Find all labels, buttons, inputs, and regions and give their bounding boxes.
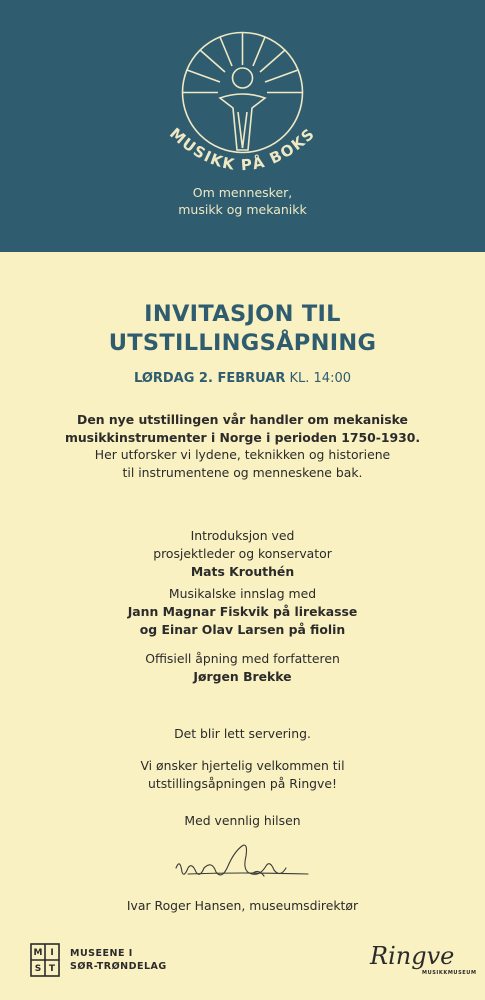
regards: Med vennlig hilsen (184, 813, 301, 828)
lead-line-4: til instrumentene og menneskene bak. (122, 464, 363, 480)
program-text: Offisiell åpning med forfatteren (145, 651, 340, 666)
program-item-introduction (20, 527, 465, 581)
mist-name (70, 947, 167, 973)
title-line-2: UTSTILLINGSÅPNING (108, 330, 377, 356)
lead-paragraph (20, 411, 465, 481)
mist-name-line-1: MUSEENE I (70, 948, 133, 959)
title-line-1: INVITASJON TIL (144, 301, 341, 327)
tagline-line-2: musikk og mekanikk (178, 202, 307, 217)
ringve-logo: Ringve (370, 942, 455, 970)
program-name: og Einar Olav Larsen på fiolin (139, 622, 346, 637)
page-title (0, 300, 485, 358)
tagline-line-1: Om mennesker, (192, 185, 293, 200)
program-name: Mats Krouthén (190, 564, 295, 579)
lead-bold-line-1: Den nye utstillingen vår handler om mekaniske (77, 412, 408, 427)
welcome-note (20, 757, 465, 793)
ringve-logo-subtitle: MUSIKKMUSEUM (422, 970, 477, 976)
svg-text:MUSIKK PÅ BOKS: MUSIKK PÅ BOKS (166, 124, 319, 175)
lead-bold-line-2: musikkinstrumenter i Norge i perioden 1750-1930. (64, 429, 421, 445)
event-day: LØRDAG 2. FEBRUAR (134, 371, 286, 386)
program-name: Jann Magnar Fiskvik på lirekasse (127, 604, 358, 619)
mist-letter: I (50, 948, 54, 958)
tagline (0, 184, 485, 218)
header-banner (0, 0, 485, 252)
program-text: Musikalske innslag med (168, 586, 317, 601)
lead-line-3: Her utforsker vi lydene, teknikken og historiene (94, 447, 391, 462)
mist-letter: S (34, 964, 42, 974)
handwritten-signature (168, 838, 318, 890)
welcome-line-1: Vi ønsker hjertelig velkommen til (140, 758, 345, 773)
serving-note: Det blir lett servering. (174, 726, 311, 741)
mist-letter: T (48, 964, 56, 974)
mist-name-line-2: SØR-TRØNDELAG (70, 961, 167, 972)
welcome-line-2: utstillingsåpningen på Ringve! (148, 776, 337, 791)
mist-letter: M (33, 948, 43, 958)
program-item-music (20, 585, 465, 639)
mist-logo-icon (30, 943, 60, 977)
program-text: Introduksjon ved (190, 528, 295, 543)
program-text: prosjektleder og konservator (153, 546, 332, 561)
program-name: Jørgen Brekke (193, 669, 292, 684)
brand-wordmark (120, 60, 365, 200)
program-item-opening (20, 650, 465, 686)
signer-name: Ivar Roger Hansen, museumsdirektør (126, 898, 359, 913)
event-time: KL. 14:00 (289, 371, 351, 386)
event-date (0, 371, 485, 386)
